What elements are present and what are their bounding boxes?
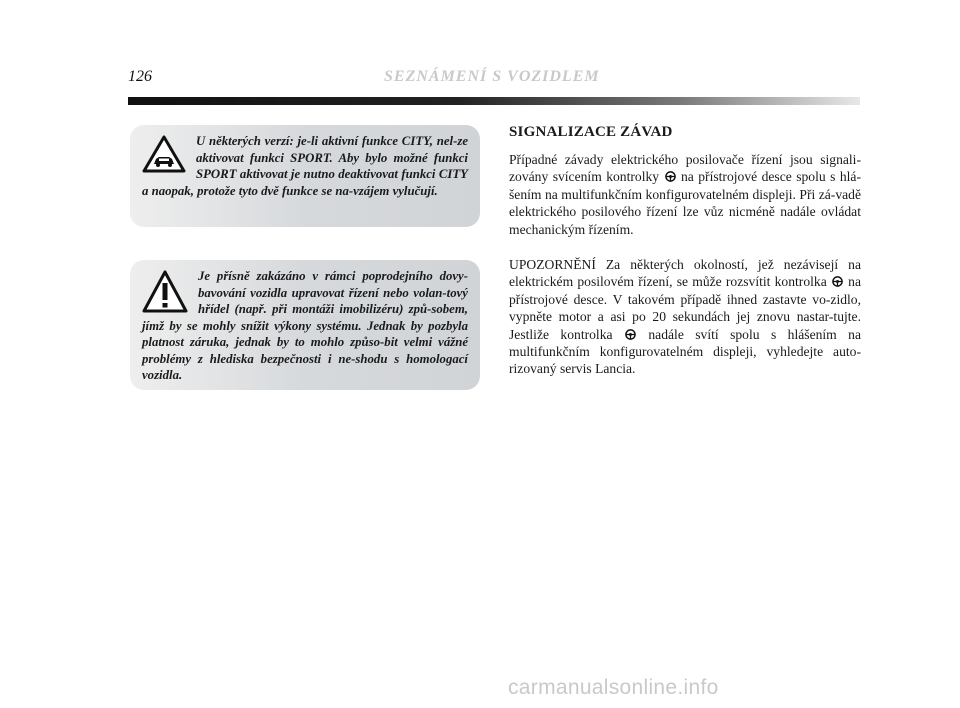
watermark: carmanualsonline.info [508,676,719,699]
right-column [509,124,861,396]
chapter-title: SEZNÁMENÍ S VOZIDLEM [384,68,600,85]
car-warning-icon [142,135,186,173]
paragraph-text: nadále svítí spolu s hlášením na multifunkčním konfigurovatelném displeji, vyhledejte auto-rizovaný servis Lancia. [509,326,861,377]
page-number: 126 [128,68,152,85]
paragraph-fault-signal [509,151,861,238]
warning-triangle-icon [142,270,188,314]
note-text: U některých verzí: je-li aktivní funkce CITY, nel-ze aktivovat funkci SPORT. Aby bylo možné funkci SPORT aktivovat je nutno deaktivovat funkci CITY a naopak, protože tyto dvě funkce se na-vzájem vylučují. [142,134,468,198]
steering-wheel-warning-icon [625,329,636,340]
note-box-city-sport [130,125,480,227]
paragraph-text: Případné závady elektrického posilovače řízení jsou signali-zovány svícením kontrolky [509,152,861,185]
note-box-steering-modification [130,260,480,390]
header-rule [128,97,860,105]
steering-wheel-warning-icon [665,171,676,182]
paragraph-text: na přístrojové desce spolu s hlá-šením na multifunkčním konfigurovatelném displeji. Při zá-vadě elektrického posilového řízení lze vůz nicméně nadále ovládat mechanickým řízením. [509,169,861,237]
paragraph-text: na přístrojové desce. V takovém případě ihned zastavte vo-zidlo, vypněte motor a asi po 20 sekundách jej znovu nastar-tujte. Jestliže kontrolka [509,274,861,342]
steering-wheel-warning-icon [832,276,843,287]
paragraph-text: UPOZORNĚNÍ Za některých okolností, jež nezávisejí na elektrickém posilovém řízení, se může rozsvítit kontrolka [509,257,861,290]
section-heading: SIGNALIZACE ZÁVAD [509,124,673,140]
paragraph-warning [509,256,861,378]
note-text: Je přísně zakázáno v rámci poprodejního dovy-bavování vozidla upravovat řízení nebo volan-tový hřídel (např. při montáži imobilizéru) způ-sobem, jímž by se mohly snížit výkony systému. Jednak by pozbyla platnost záruka, jednak by to mohlo způso-bit velmi vážné problémy z hlediska bezpečnosti i ne-shodu s homologací vozidla. [142,269,468,382]
